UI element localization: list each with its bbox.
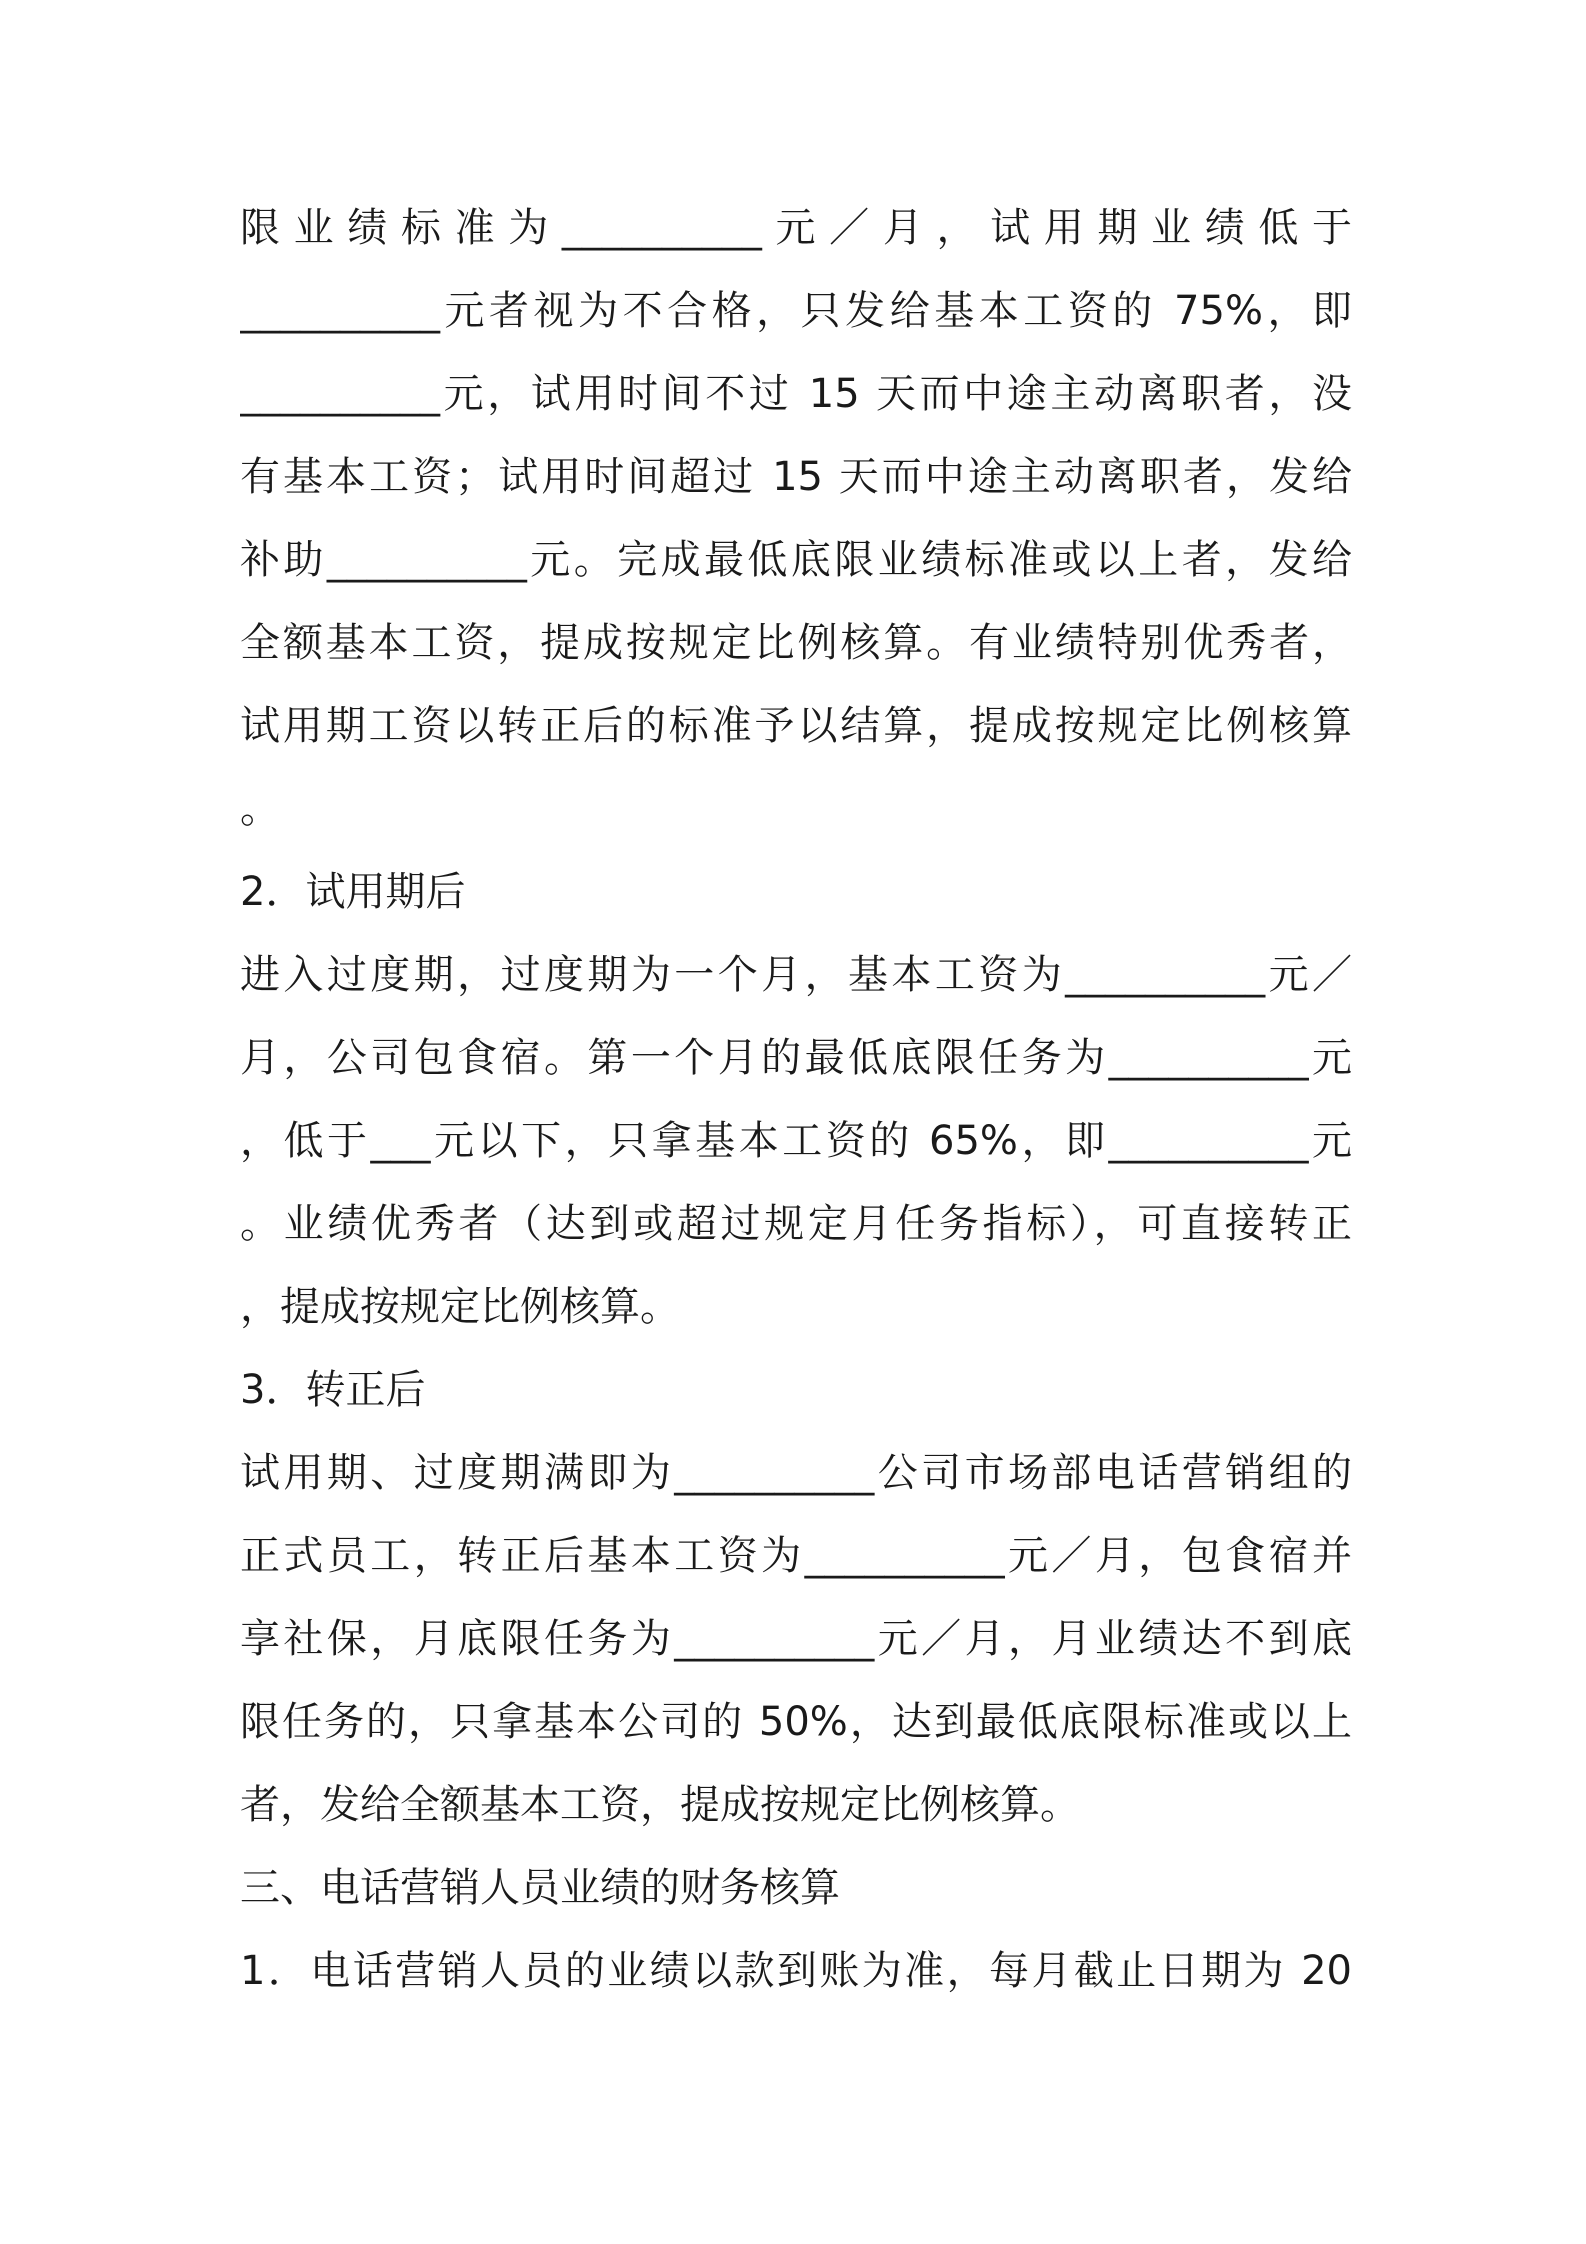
- text-line: 者，发给全额基本工资，提成按规定比例核算。: [240, 1782, 1080, 1828]
- text-line: 月，公司包食宿。第一个月的最低底限任务为__________元: [240, 1035, 1352, 1081]
- text-line: __________元者视为不合格，只发给基本工资的 75%，即: [240, 288, 1352, 334]
- section-heading: 3．转正后: [240, 1367, 426, 1413]
- text-line: 。业绩优秀者（达到或超过规定月任务指标），可直接转正: [240, 1201, 1352, 1247]
- text-line: 补助__________元。完成最低底限业绩标准或以上者，发给: [240, 537, 1352, 583]
- text-line: 正式员工，转正后基本工资为__________元／月，包食宿并: [240, 1533, 1352, 1579]
- text-line: 享社保，月底限任务为__________元／月，月业绩达不到底: [240, 1616, 1352, 1662]
- text-line: 试用期、过度期满即为__________公司市场部电话营销组的: [240, 1450, 1352, 1496]
- text-line: __________元，试用时间不过 15 天而中途主动离职者，没: [240, 371, 1352, 417]
- text-line: 限业绩标准为__________元／月，试用期业绩低于: [240, 205, 1352, 251]
- text-line: 有基本工资；试用时间超过 15 天而中途主动离职者，发给: [240, 454, 1352, 500]
- text-line: 试用期工资以转正后的标准予以结算，提成按规定比例核算: [240, 703, 1352, 749]
- text-line: 进入过度期，过度期为一个月，基本工资为__________元／: [240, 952, 1352, 998]
- text-line: ，提成按规定比例核算。: [240, 1284, 680, 1330]
- section-heading: 三、电话营销人员业绩的财务核算: [240, 1865, 840, 1911]
- text-line: 全额基本工资，提成按规定比例核算。有业绩特别优秀者，: [240, 620, 1352, 666]
- text-line: 1．电话营销人员的业绩以款到账为准，每月截止日期为 20: [240, 1948, 1352, 1994]
- text-line: 。: [240, 786, 280, 832]
- section-heading: 2．试用期后: [240, 869, 466, 915]
- text-line: 限任务的，只拿基本公司的 50%，达到最低底限标准或以上: [240, 1699, 1352, 1745]
- text-line: ，低于___元以下，只拿基本工资的 65%，即__________元: [240, 1118, 1352, 1164]
